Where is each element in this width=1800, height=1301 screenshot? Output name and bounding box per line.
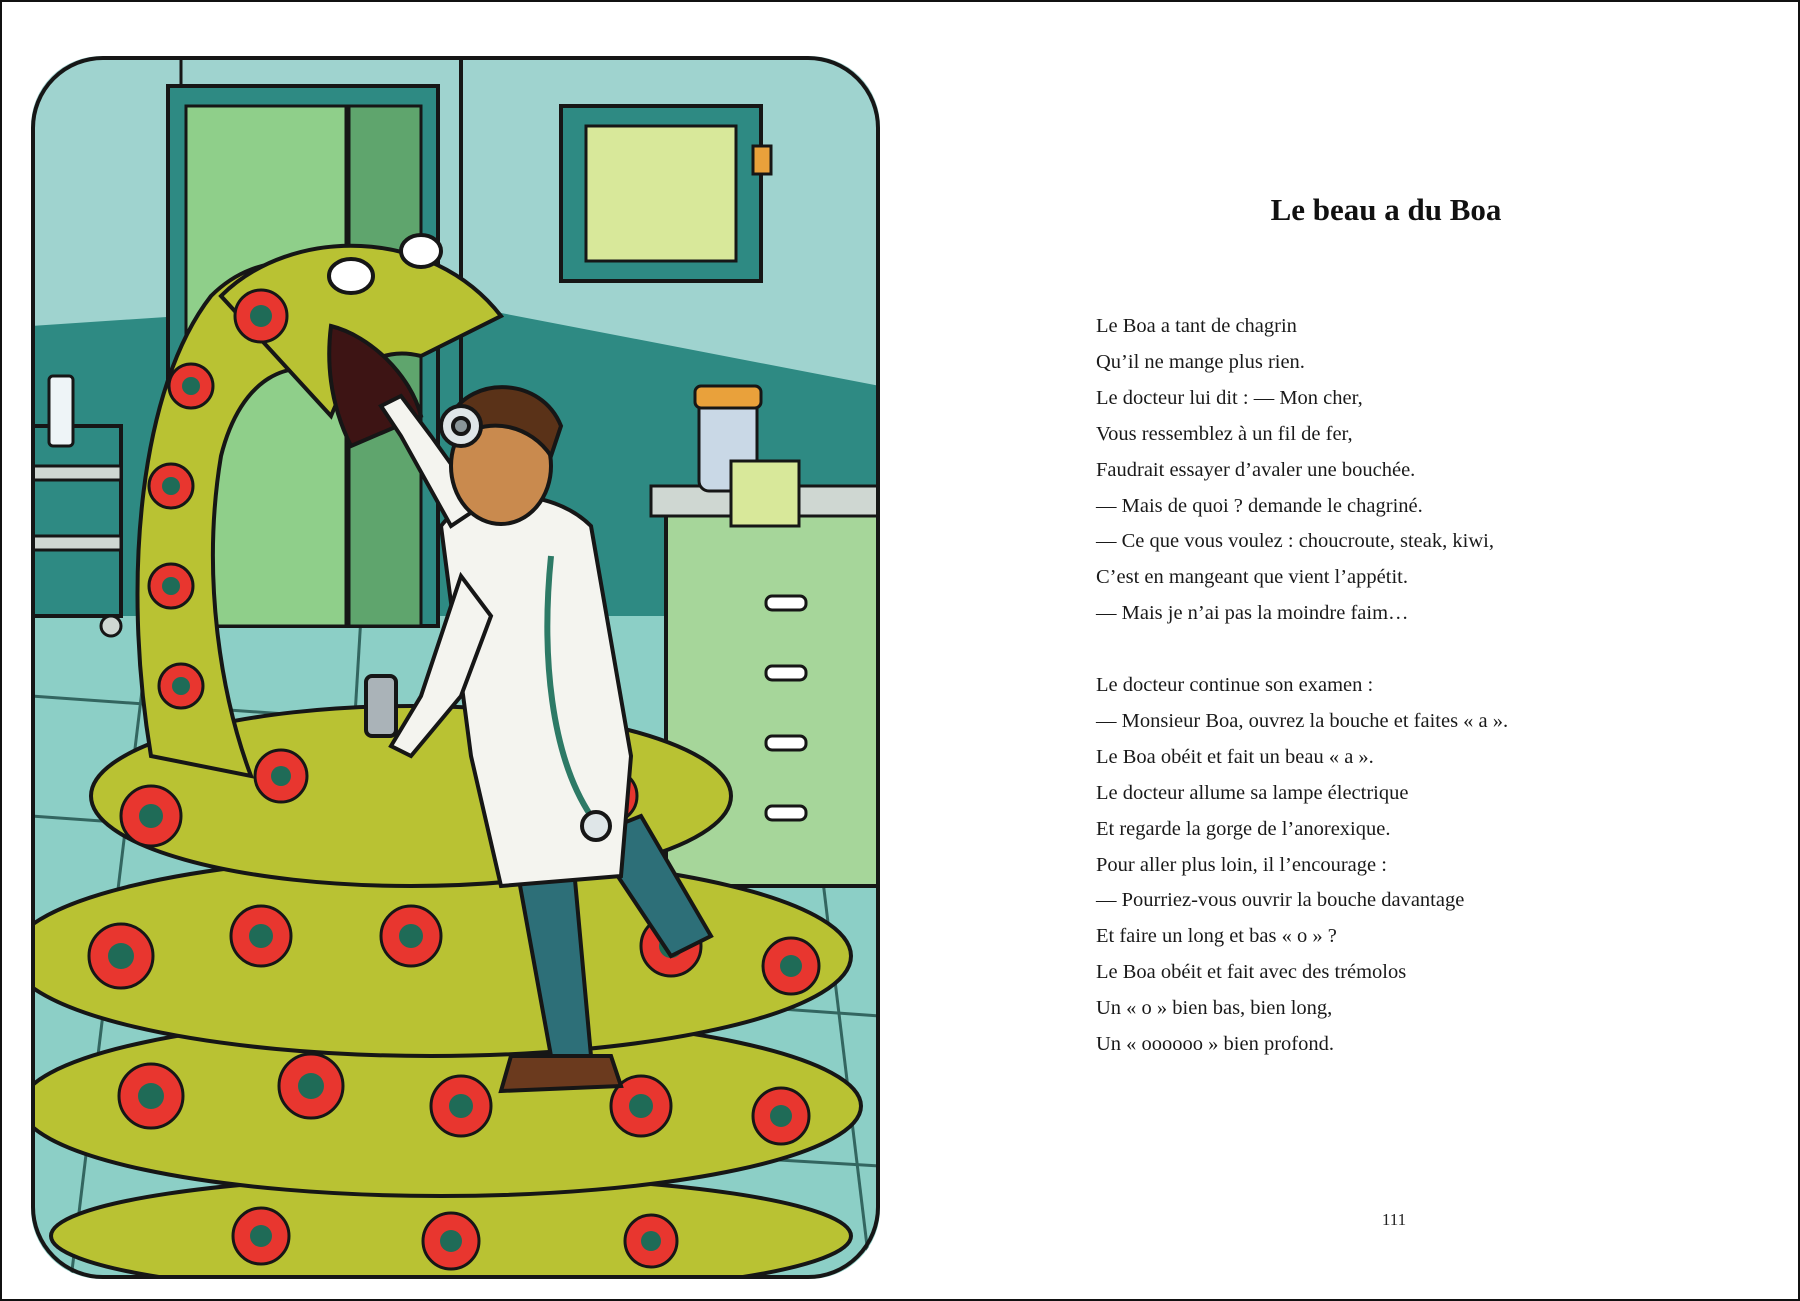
poem-line: — Monsieur Boa, ouvrez la bouche et faites « a ». — [1096, 709, 1509, 732]
page-number: 111 — [1381, 1210, 1407, 1229]
poem-line: Le Boa obéit et fait un beau « a ». — [1096, 745, 1374, 768]
poem-title: Le beau a du Boa — [1270, 192, 1502, 227]
stanza-2 — [1096, 668, 1508, 1063]
poem-line: — Ce que vous voulez : choucroute, steak, kiwi, — [1096, 530, 1494, 553]
poem-line: Qu’il ne mange plus rien. — [1096, 350, 1305, 373]
poem-line: Et regarde la gorge de l’anorexique. — [1096, 817, 1391, 840]
poem-line: Pour aller plus loin, il l’encourage : — [1096, 853, 1387, 876]
poem-line: Le Boa obéit et fait avec des trémolos — [1096, 961, 1407, 984]
poem-line: Le docteur allume sa lampe électrique — [1096, 781, 1409, 804]
poem-line: — Mais de quoi ? demande le chagriné. — [1096, 494, 1423, 517]
illustration-canvas — [31, 56, 880, 1279]
stanza-1 — [1096, 309, 1494, 632]
poem-line: Vous ressemblez à un fil de fer, — [1096, 422, 1353, 445]
poem-line: Un « o » bien bas, bien long, — [1096, 997, 1333, 1020]
poem-line: Le docteur continue son examen : — [1096, 674, 1374, 696]
illustration-boa-doctor — [31, 56, 880, 1279]
poem-line: Un « oooooo » bien profond. — [1096, 1033, 1335, 1056]
box — [731, 461, 799, 526]
poem-line: Et faire un long et bas « o » ? — [1096, 925, 1337, 948]
poem-line: — Mais je n’ai pas la moindre faim… — [1096, 602, 1409, 625]
poem-line: Le Boa a tant de chagrin — [1096, 315, 1297, 337]
poem-line: C’est en mangeant que vient l’appétit. — [1096, 566, 1408, 589]
poem-line: Faudrait essayer d’avaler une bouchée. — [1096, 458, 1416, 481]
poem-line: Le docteur lui dit : — Mon cher, — [1096, 386, 1363, 409]
poem-page — [1012, 2, 1772, 1299]
poem-line: — Pourriez-vous ouvrir la bouche davantage — [1096, 889, 1465, 912]
